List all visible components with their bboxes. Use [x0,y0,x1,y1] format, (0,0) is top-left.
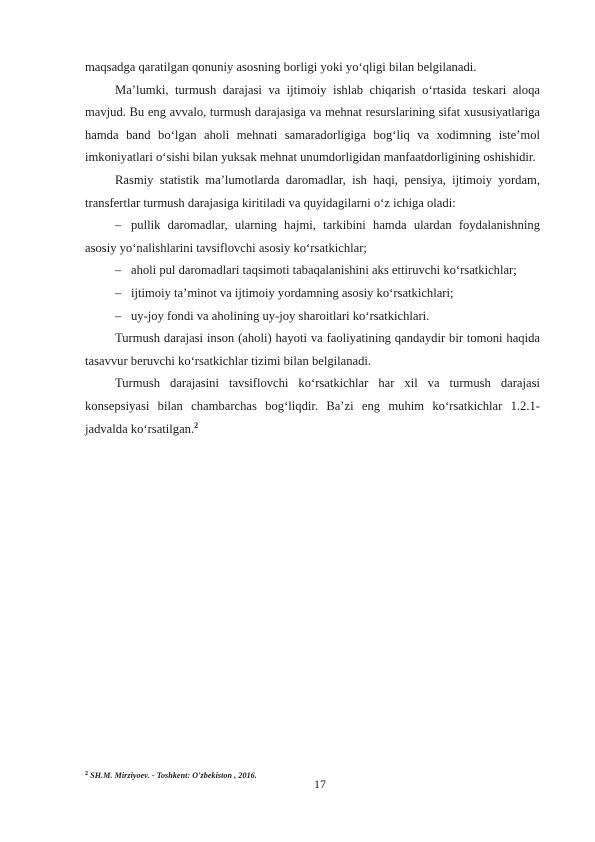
paragraph-feedback: Ma’lumki, turmush darajasi va ijtimoiy ishlab chiqarish o‘rtasida teskari aloqa mavjud. Bu eng avvalo, turmush darajasiga va mehnat resurslarining sifat xususiyatlariga hamda band bo‘lgan aholi mehnati samaradorligiga bog‘liq va xodimning iste’mol imkoniyatlari o‘sishi bilan yuksak mehnat unumdorligidan manfaatdorligining oshishidir. [85,82,540,165]
list-dash: – [115,263,122,278]
list-dash: – [115,218,122,233]
paragraph-definition: Turmush darajasi inson (aholi) hayoti va faoliyatining qandaydir bir tomoni haqida tasavvur beruvchi ko‘rsatkichlar tizimi bilan belgilanadi. [85,331,540,368]
footnote-text: SH.M. Mirziyoev. - Toshkent: O'zbekiston , 2016. [90,771,257,780]
list-item-text: pullik daromadlar, ularning hajmi, tarkibini hamda ulardan foydalanishning asosiy yo‘nalishlarini tavsiflovchi asosiy ko‘rsatkichlar; [85,218,540,255]
paragraph-indicators [85,372,540,440]
footnote-number: 2 [85,771,89,777]
paragraph-statistics: Rasmiy statistik ma’lumotlarda daromadlar, ish haqi, pensiya, ijtimoiy yordam, transfertlar turmush darajasiga kiritiladi va quyidagilarni o‘z ichiga oladi: [85,172,540,210]
page-number: 17 [314,777,326,791]
footnote-reference[interactable]: 2 [194,420,199,430]
list-item [85,259,540,282]
list-item [85,282,540,305]
paragraph-indicators-text: Turmush darajasini tavsiflovchi ko‘rsatkichlar har xil va turmush darajasi konsepsiyasi bilan chambarchas bog‘liqdir. Ba’zi eng muhim ko‘rsatkichlar 1.2.1- jadvalda ko‘rsatilgan. [85,376,540,436]
list-dash: – [115,285,122,300]
paragraph-continuation: maqsadga qaratilgan qonuniy asosning borligi yoki yo‘qligi bilan belgilanadi. [85,60,477,74]
list-item [85,305,540,328]
body-text [85,56,540,440]
list-item-text: ijtimoiy ta’minot va ijtimoiy yordamning asosiy ko‘rsatkichlari; [131,285,454,300]
list-dash: – [115,308,122,323]
list-item-text: uy-joy fondi va aholining uy-joy sharoitlari ko‘rsatkichlari. [131,308,430,323]
list-item [85,214,540,259]
list-item-text: aholi pul daromadlari taqsimoti tabaqalanishini aks ettiruvchi ko‘rsatkichlar; [131,263,517,278]
indicator-list [85,214,540,327]
